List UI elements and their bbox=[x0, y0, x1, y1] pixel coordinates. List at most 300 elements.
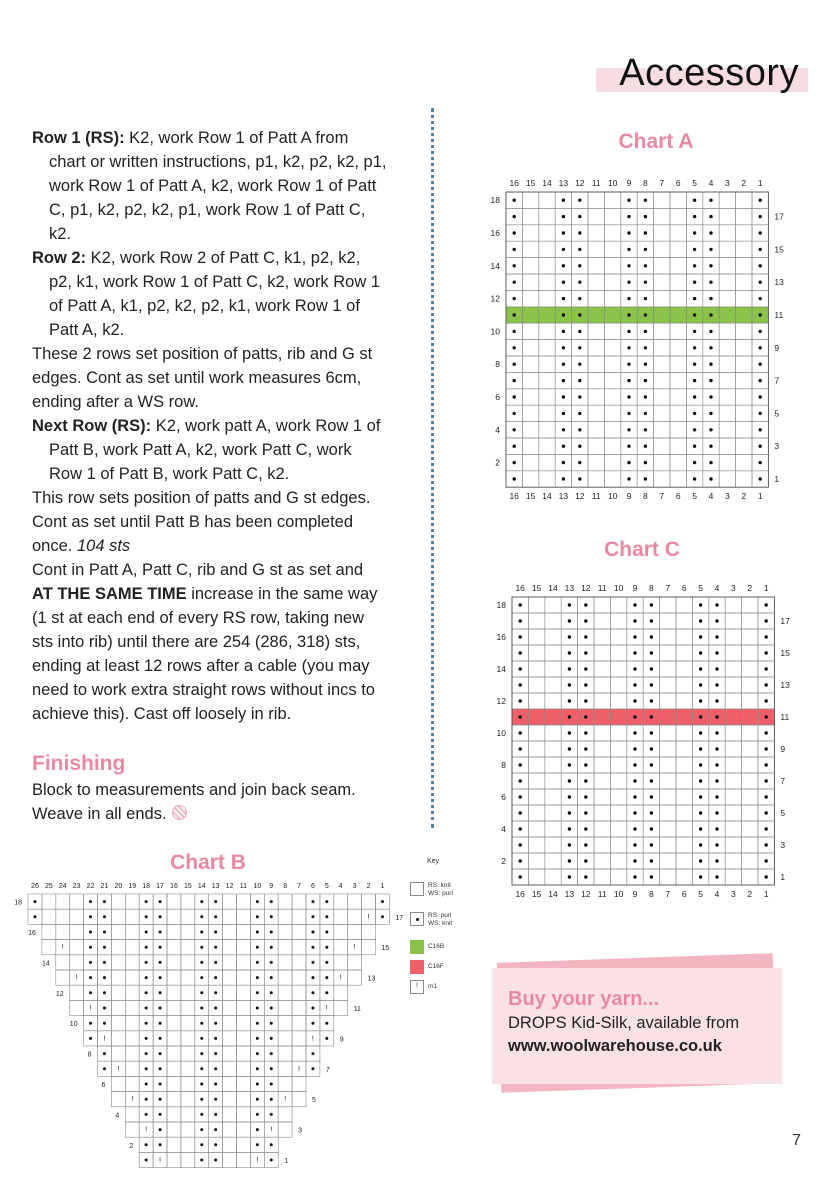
chart-cell bbox=[237, 940, 251, 955]
purl-dot bbox=[765, 827, 768, 830]
purl-dot bbox=[270, 1067, 273, 1070]
purl-dot bbox=[633, 843, 636, 846]
purl-dot bbox=[103, 946, 106, 949]
purl-dot bbox=[145, 931, 148, 934]
chart-cell bbox=[181, 1152, 195, 1167]
purl-dot bbox=[650, 827, 653, 830]
chart-cell bbox=[125, 1046, 139, 1061]
chart-c bbox=[486, 580, 806, 902]
chart-cell bbox=[528, 613, 544, 629]
purl-dot bbox=[513, 248, 516, 251]
column-number-label: 6 bbox=[681, 583, 687, 593]
chart-cell bbox=[594, 773, 610, 789]
chart-cell bbox=[742, 837, 758, 853]
purl-dot bbox=[627, 379, 630, 382]
row-number-label: 9 bbox=[339, 1036, 344, 1044]
purl-dot bbox=[759, 297, 762, 300]
purl-dot bbox=[214, 976, 217, 979]
column-number-label: 9 bbox=[626, 491, 632, 502]
column-number-label: 12 bbox=[225, 883, 234, 890]
chart-cell bbox=[334, 985, 348, 1000]
chart-cell bbox=[181, 970, 195, 985]
column-number-label: 15 bbox=[531, 889, 542, 899]
purl-dot bbox=[699, 843, 702, 846]
purl-dot bbox=[256, 1052, 259, 1055]
purl-dot bbox=[627, 330, 630, 333]
chart-cell bbox=[522, 405, 538, 421]
purl-dot bbox=[562, 281, 565, 284]
chart-cell bbox=[725, 853, 741, 869]
purl-dot bbox=[644, 215, 647, 218]
purl-dot bbox=[325, 1037, 328, 1040]
chart-cell bbox=[56, 955, 70, 970]
chart-cell bbox=[292, 985, 306, 1000]
purl-dot bbox=[578, 412, 581, 415]
chart-cell bbox=[528, 597, 544, 613]
row-number-label: 6 bbox=[495, 392, 500, 402]
purl-dot bbox=[644, 231, 647, 234]
purl-dot bbox=[562, 363, 565, 366]
chart-cell bbox=[736, 274, 752, 290]
chart-cell bbox=[719, 241, 735, 257]
purl-dot bbox=[709, 461, 712, 464]
purl-dot bbox=[311, 931, 314, 934]
chart-cell bbox=[736, 454, 752, 470]
purl-dot bbox=[633, 779, 636, 782]
chart-cell bbox=[181, 1122, 195, 1137]
purl-dot bbox=[650, 795, 653, 798]
chart-cell bbox=[725, 869, 741, 885]
chart-cell bbox=[742, 741, 758, 757]
chart-cell bbox=[56, 909, 70, 924]
row-number-label: 8 bbox=[87, 1051, 92, 1059]
purl-dot bbox=[214, 1007, 217, 1010]
purl-dot bbox=[145, 1083, 148, 1086]
purl-dot bbox=[89, 1022, 92, 1025]
purl-dot bbox=[270, 900, 273, 903]
column-number-label: 14 bbox=[542, 178, 552, 188]
stitch-count: 104 sts bbox=[76, 537, 131, 555]
purl-dot bbox=[568, 683, 571, 686]
m1-icon: ᵎ bbox=[131, 1094, 134, 1106]
column-number-label: 1 bbox=[757, 178, 763, 188]
purl-dot bbox=[381, 900, 384, 903]
chart-cell bbox=[719, 323, 735, 339]
chart-cell bbox=[670, 372, 686, 388]
purl-dot bbox=[214, 1022, 217, 1025]
purl-dot bbox=[584, 715, 587, 718]
chart-cell bbox=[539, 389, 555, 405]
chart-cell bbox=[125, 894, 139, 909]
purl-dot bbox=[650, 779, 653, 782]
purl-dot bbox=[519, 731, 522, 734]
purl-dot bbox=[256, 1113, 259, 1116]
chart-cell bbox=[594, 805, 610, 821]
chart-cell bbox=[654, 192, 670, 208]
purl-dot bbox=[650, 859, 653, 862]
purl-dot bbox=[765, 763, 768, 766]
purl-dot bbox=[627, 346, 630, 349]
chart-cell bbox=[278, 955, 292, 970]
chart-cell bbox=[167, 985, 181, 1000]
chart-cell bbox=[237, 955, 251, 970]
chart-cell bbox=[676, 645, 692, 661]
column-number-label: 26 bbox=[31, 883, 39, 890]
purl-dot bbox=[699, 875, 702, 878]
purl-dot bbox=[200, 1007, 203, 1010]
chart-cell bbox=[588, 356, 604, 372]
purl-dot bbox=[627, 313, 630, 316]
chart-cell bbox=[742, 805, 758, 821]
purl-dot bbox=[578, 313, 581, 316]
purl-dot bbox=[765, 779, 768, 782]
purl-dot bbox=[765, 635, 768, 638]
column-number-label: 10 bbox=[613, 889, 624, 899]
chart-cell bbox=[278, 1076, 292, 1091]
column-number-label: 16 bbox=[515, 889, 525, 899]
chart-cell bbox=[610, 853, 626, 869]
purl-dot bbox=[709, 215, 712, 218]
purl-dot bbox=[159, 1052, 162, 1055]
red-swatch-icon bbox=[410, 960, 424, 974]
chart-cell bbox=[719, 405, 735, 421]
purl-dot bbox=[633, 683, 636, 686]
chart-cell bbox=[545, 645, 561, 661]
chart-cell bbox=[167, 924, 181, 939]
row-number-label: 18 bbox=[490, 195, 500, 206]
chart-cell bbox=[719, 290, 735, 306]
column-number-label: 24 bbox=[58, 883, 67, 890]
purl-dot bbox=[765, 651, 768, 654]
chart-cell bbox=[676, 805, 692, 821]
chart-cell bbox=[111, 894, 125, 909]
chart-cell bbox=[588, 422, 604, 438]
chart-cell bbox=[522, 471, 538, 487]
chart-cell bbox=[610, 661, 626, 677]
purl-dot bbox=[650, 667, 653, 670]
purl-dot bbox=[693, 281, 696, 284]
column-number-label: 7 bbox=[665, 583, 671, 593]
purl-dot bbox=[699, 619, 702, 622]
row-number-label: 5 bbox=[312, 1097, 316, 1105]
column-number-label: 8 bbox=[649, 889, 654, 899]
row-number-label: 11 bbox=[774, 310, 784, 320]
chart-cell bbox=[670, 454, 686, 470]
purl-dot bbox=[578, 363, 581, 366]
chart-cell bbox=[719, 471, 735, 487]
purl-dot bbox=[568, 859, 571, 862]
purl-dot bbox=[214, 931, 217, 934]
purl-dot bbox=[709, 248, 712, 251]
m1-icon: ᵎ bbox=[298, 1064, 300, 1076]
purl-dot bbox=[562, 297, 565, 300]
column-number-label: 14 bbox=[548, 889, 558, 899]
purl-dot bbox=[159, 961, 162, 964]
chart-cell bbox=[223, 1122, 237, 1137]
chart-cell bbox=[362, 894, 376, 909]
purl-dot bbox=[562, 313, 565, 316]
column-number-label: 7 bbox=[665, 889, 671, 899]
chart-cell bbox=[278, 940, 292, 955]
row-number-label: 7 bbox=[780, 776, 786, 786]
column-number-label: 11 bbox=[597, 583, 607, 593]
column-number-label: 9 bbox=[632, 889, 638, 899]
chart-cell bbox=[167, 1046, 181, 1061]
chart-cell bbox=[719, 258, 735, 274]
purl-dot bbox=[562, 412, 565, 415]
purl-dot bbox=[644, 264, 647, 267]
chart-cell bbox=[604, 323, 620, 339]
chart-cell bbox=[719, 422, 735, 438]
chart-cell bbox=[725, 821, 741, 837]
chart-cell bbox=[676, 677, 692, 693]
purl-dot bbox=[214, 1128, 217, 1131]
chart-cell bbox=[528, 853, 544, 869]
chart-cell bbox=[278, 894, 292, 909]
purl-dot bbox=[715, 731, 718, 734]
chart-cell bbox=[654, 274, 670, 290]
chart-c-title: Chart C bbox=[604, 538, 680, 561]
chart-cell bbox=[181, 1061, 195, 1076]
purl-dot bbox=[568, 603, 571, 606]
chart-cell bbox=[604, 438, 620, 454]
column-number-label: 4 bbox=[714, 889, 720, 899]
chart-cell bbox=[237, 1000, 251, 1015]
purl-dot bbox=[519, 651, 522, 654]
purl-dot bbox=[650, 603, 653, 606]
chart-cell bbox=[348, 924, 362, 939]
column-number-label: 9 bbox=[269, 883, 274, 890]
chart-cell bbox=[42, 909, 56, 924]
purl-dot bbox=[759, 461, 762, 464]
purl-dot bbox=[562, 248, 565, 251]
chart-cell bbox=[528, 725, 544, 741]
column-number-label: 9 bbox=[632, 583, 638, 593]
purl-dot bbox=[145, 915, 148, 918]
chart-cell bbox=[237, 1046, 251, 1061]
purl-dot bbox=[325, 915, 328, 918]
purl-dot bbox=[33, 900, 36, 903]
purl-dot bbox=[200, 1113, 203, 1116]
purl-dot bbox=[584, 875, 587, 878]
chart-cell bbox=[654, 208, 670, 224]
purl-dot bbox=[519, 715, 522, 718]
chart-cell bbox=[604, 471, 620, 487]
purl-dot bbox=[562, 477, 565, 480]
chart-cell bbox=[654, 438, 670, 454]
chart-cell bbox=[181, 1092, 195, 1107]
purl-dot bbox=[699, 667, 702, 670]
chart-cell bbox=[736, 438, 752, 454]
chart-cell bbox=[660, 805, 676, 821]
purl-dot bbox=[699, 811, 702, 814]
purl-dot bbox=[256, 931, 259, 934]
chart-cell bbox=[111, 940, 125, 955]
chart-cell bbox=[111, 1046, 125, 1061]
purl-dot bbox=[513, 477, 516, 480]
purl-dot bbox=[311, 1067, 314, 1070]
chart-cell bbox=[237, 1152, 251, 1167]
chart-cell bbox=[742, 725, 758, 741]
chart-cell bbox=[676, 661, 692, 677]
column-number-label: 11 bbox=[597, 889, 607, 899]
chart-cell bbox=[70, 955, 84, 970]
chart-cell bbox=[660, 741, 676, 757]
chart-cell bbox=[736, 471, 752, 487]
purl-dot bbox=[159, 1037, 162, 1040]
purl-dot bbox=[644, 363, 647, 366]
purl-dot bbox=[759, 445, 762, 448]
purl-dot bbox=[633, 811, 636, 814]
chart-cell bbox=[539, 405, 555, 421]
purl-dot bbox=[715, 827, 718, 830]
chart-cell bbox=[362, 940, 376, 955]
chart-cell bbox=[610, 613, 626, 629]
chart-cell bbox=[181, 894, 195, 909]
chart-cell bbox=[670, 405, 686, 421]
purl-dot bbox=[270, 1098, 273, 1101]
next-row-label: Next Row (RS): bbox=[32, 417, 152, 435]
chart-cell bbox=[588, 389, 604, 405]
purl-dot bbox=[325, 1022, 328, 1025]
m1-icon: ᵎ bbox=[117, 1064, 120, 1076]
chart-cell bbox=[742, 693, 758, 709]
chart-cell bbox=[676, 693, 692, 709]
row-number-label: 8 bbox=[501, 760, 506, 770]
purl-dot bbox=[650, 731, 653, 734]
chart-cell bbox=[676, 789, 692, 805]
purl-dot bbox=[650, 811, 653, 814]
purl-dot bbox=[759, 477, 762, 480]
chart-cell bbox=[654, 225, 670, 241]
chart-cell bbox=[111, 1092, 125, 1107]
purl-dot bbox=[633, 875, 636, 878]
purl-dot bbox=[256, 976, 259, 979]
purl-dot bbox=[256, 961, 259, 964]
purl-dot bbox=[715, 683, 718, 686]
chart-cell bbox=[594, 645, 610, 661]
chart-cell bbox=[660, 661, 676, 677]
chart-cell bbox=[223, 985, 237, 1000]
purl-dot bbox=[519, 699, 522, 702]
chart-cell bbox=[181, 924, 195, 939]
chart-cell bbox=[654, 471, 670, 487]
chart-cell bbox=[610, 789, 626, 805]
yarn-shop-link[interactable]: www.woolwarehouse.co.uk bbox=[508, 1037, 722, 1055]
purl-dot bbox=[513, 395, 516, 398]
chart-cell bbox=[111, 1000, 125, 1015]
row2-instruction bbox=[32, 246, 387, 342]
key-label: C16B bbox=[428, 943, 445, 950]
chart-cell bbox=[676, 773, 692, 789]
chart-cell bbox=[719, 225, 735, 241]
purl-dot bbox=[578, 346, 581, 349]
chart-cell bbox=[604, 340, 620, 356]
yarn-ball-icon bbox=[172, 805, 187, 820]
chart-cell bbox=[676, 597, 692, 613]
column-number-label: 21 bbox=[100, 883, 109, 890]
row-number-label: 14 bbox=[42, 960, 50, 968]
chart-cell bbox=[528, 773, 544, 789]
purl-dot bbox=[145, 961, 148, 964]
purl-dot bbox=[709, 281, 712, 284]
chart-cell bbox=[167, 909, 181, 924]
chart-cell bbox=[522, 241, 538, 257]
purl-dot bbox=[89, 991, 92, 994]
purl-dot bbox=[200, 976, 203, 979]
chart-cell bbox=[742, 821, 758, 837]
purl-dot bbox=[513, 412, 516, 415]
purl-dot bbox=[145, 1143, 148, 1146]
purl-dot bbox=[715, 635, 718, 638]
chart-cell bbox=[670, 389, 686, 405]
purl-dot bbox=[568, 715, 571, 718]
chart-cell bbox=[660, 789, 676, 805]
purl-dot bbox=[200, 900, 203, 903]
purl-dot bbox=[214, 946, 217, 949]
purl-dot bbox=[584, 795, 587, 798]
purl-dot bbox=[715, 699, 718, 702]
chart-cell bbox=[594, 853, 610, 869]
next-row-text: K2, work patt A, work Row 1 of Patt B, work Patt A, k2, work Patt C, work Row 1 of Patt B, work Patt C, k2. bbox=[49, 417, 381, 483]
chart-cell bbox=[670, 274, 686, 290]
purl-dot bbox=[89, 1037, 92, 1040]
chart-cell bbox=[654, 454, 670, 470]
column-number-label: 3 bbox=[725, 178, 730, 188]
chart-cell bbox=[181, 909, 195, 924]
purl-dot bbox=[519, 843, 522, 846]
purl-dot bbox=[200, 961, 203, 964]
chart-cell bbox=[588, 290, 604, 306]
purl-dot bbox=[568, 747, 571, 750]
chart-cell bbox=[670, 290, 686, 306]
purl-dot bbox=[270, 961, 273, 964]
chart-cell bbox=[223, 955, 237, 970]
chart-cell bbox=[522, 192, 538, 208]
chart-cell bbox=[604, 192, 620, 208]
chart-cell bbox=[742, 613, 758, 629]
row-number-label: 13 bbox=[780, 680, 790, 690]
purl-dot bbox=[715, 875, 718, 878]
chart-cell bbox=[654, 241, 670, 257]
column-number-label: 5 bbox=[698, 583, 703, 593]
purl-dot bbox=[256, 1067, 259, 1070]
chart-cell bbox=[660, 773, 676, 789]
column-number-label: 22 bbox=[86, 883, 95, 890]
purl-dot bbox=[627, 461, 630, 464]
chart-cell bbox=[334, 1000, 348, 1015]
chart-cell bbox=[528, 757, 544, 773]
purl-dot bbox=[765, 875, 768, 878]
chart-cell bbox=[545, 789, 561, 805]
purl-dot bbox=[627, 363, 630, 366]
chart-cell bbox=[528, 693, 544, 709]
chart-cell bbox=[654, 356, 670, 372]
chart-cell bbox=[528, 789, 544, 805]
chart-cell bbox=[125, 985, 139, 1000]
chart-cell bbox=[654, 372, 670, 388]
chart-cell bbox=[292, 1092, 306, 1107]
purl-dot bbox=[513, 264, 516, 267]
key-label: WS: knit bbox=[428, 920, 453, 927]
purl-dot bbox=[325, 991, 328, 994]
chart-cell bbox=[604, 225, 620, 241]
chart-cell bbox=[522, 258, 538, 274]
purl-dot bbox=[633, 715, 636, 718]
purl-dot bbox=[693, 461, 696, 464]
chart-cell bbox=[125, 1061, 139, 1076]
purl-dot bbox=[214, 1159, 217, 1162]
